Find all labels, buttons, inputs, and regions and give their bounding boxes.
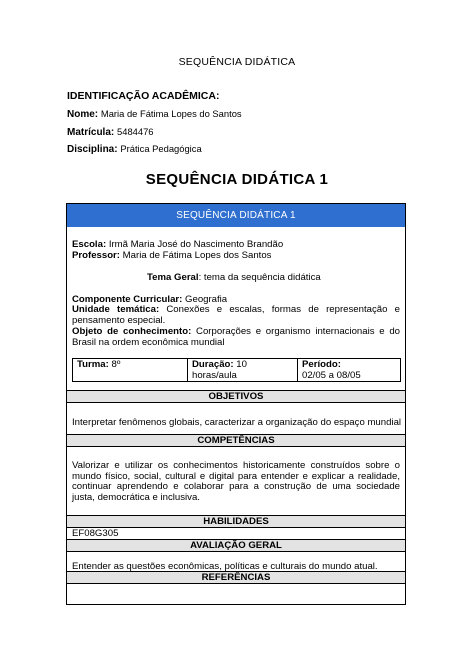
object-value: Corporações e organismo internacionais e do Brasil na ordem econômica mundial	[72, 326, 401, 348]
object-label: Objeto de conhecimento:	[72, 326, 192, 337]
period-value: 02/05 a 08/05	[302, 369, 361, 381]
unit-label: Unidade temática:	[72, 304, 160, 315]
class-cell	[73, 359, 188, 381]
teacher-label: Professor	[72, 250, 117, 261]
name-row	[67, 107, 242, 125]
object-line	[72, 327, 400, 348]
competencies-text: Valorizar e utilizar os conhecimentos historicamente construídos sobre o mundo físico, social, cultural e digital para entender e explicar a realidade, continuar aprendendo e colaborar para a construção de uma sociedade justa, democrática e inclusiva.	[72, 460, 400, 503]
unit-value: Conexões e escalas, formas de representação e pensamento especial.	[72, 304, 400, 326]
duration-cell	[188, 359, 298, 381]
class-info-table	[72, 358, 401, 382]
duration-label: Duração:	[192, 359, 234, 370]
teacher-line: Professor: Maria de Fátima Lopes dos Santos	[72, 250, 272, 261]
period-label: Período:	[302, 359, 341, 370]
teacher-value: Maria de Fátima Lopes dos Santos	[122, 250, 272, 261]
evaluation-text: Entender as questões econômicas, políticas e culturais do mundo atual.	[72, 561, 378, 572]
divider	[67, 402, 405, 403]
sheet-header: SEQUÊNCIA DIDÁTICA 1	[67, 204, 405, 227]
enrollment-value: 5484476	[117, 125, 154, 137]
school-label: Escola	[72, 239, 103, 250]
theme-label: Tema Geral	[147, 272, 199, 283]
objectives-header: OBJETIVOS	[67, 391, 405, 402]
class-label: Turma:	[77, 359, 109, 370]
period-cell	[298, 359, 400, 381]
component-value: Geografia	[185, 294, 228, 305]
subject-value: Prática Pedagógica	[120, 143, 202, 154]
enrollment-row	[67, 125, 242, 143]
main-title: SEQUÊNCIA DIDÁTICA 1	[145, 171, 329, 188]
subject-label: Disciplina:	[67, 144, 118, 155]
name-value: Maria de Fátima Lopes do Santos	[100, 108, 242, 119]
references-header: REFERÊNCIAS	[67, 572, 405, 583]
academic-identification	[67, 89, 242, 160]
competencies-header: COMPETÊNCIAS	[67, 435, 405, 446]
divider	[67, 583, 405, 584]
subject-row	[67, 142, 242, 160]
component-label: Componente Curricular:	[72, 294, 183, 305]
objectives-text: Interpretar fenômenos globais, caracterizar a organização do espaço mundial	[72, 417, 402, 428]
theme-line: Tema Geral: tema da sequência didática	[147, 272, 321, 283]
page-heading: SEQUÊNCIA DIDÁTICA	[178, 56, 296, 68]
class-value: 8º	[111, 359, 121, 370]
name-label: Nome:	[67, 109, 99, 120]
divider	[67, 551, 405, 552]
skills-header: HABILIDADES	[67, 516, 405, 527]
school-value: Irmã Maria José do Nascimento Brandão	[108, 239, 284, 250]
enrollment-label: Matrícula:	[67, 126, 115, 138]
divider	[67, 446, 405, 447]
skills-text: EF08G305	[72, 528, 119, 539]
evaluation-header: AVALIAÇÃO GERAL	[67, 540, 405, 551]
didactic-sequence-sheet	[66, 203, 406, 605]
school-line: Escola: Irmã Maria José do Nascimento Brandão	[72, 239, 284, 250]
unit-line	[72, 305, 400, 326]
theme-value: tema da sequência didática	[203, 272, 321, 283]
duration-value: 10 horas/aula	[192, 359, 247, 381]
identification-title: IDENTIFICAÇÃO ACADÊMICA:	[67, 90, 220, 102]
